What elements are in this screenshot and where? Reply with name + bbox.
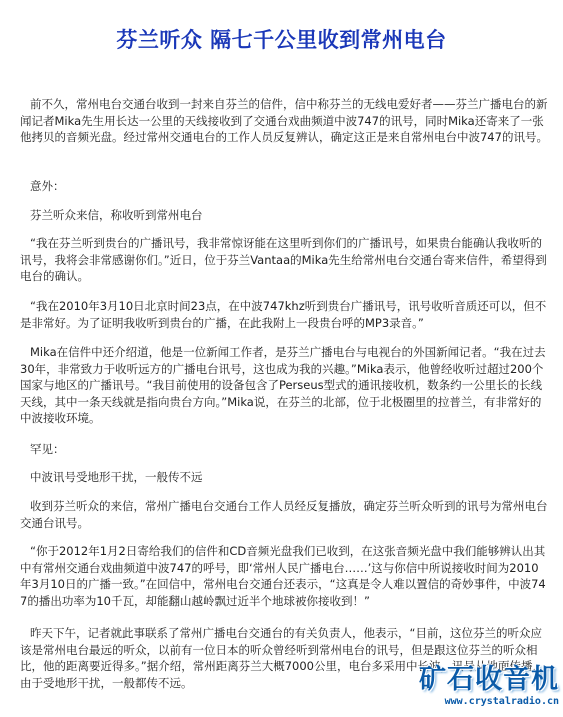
paragraph-mika-intro: Mika在信件中还介绍道，他是一位新闻工作者，是芬兰广播电台与电视台的外国新闻记者。“我在过去30年，非常致力于收听远方的广播电台讯号，这也成为我的兴趣。”Mika表示，他曾经收听过超过200个国家与地区的广播讯号。“我目前使用的设备包含了Perseus型式的通讯接收机，数条约一公里长的长线天线，其中一条天线就是指向贵台方向。”Mika说，在芬兰的北部，位于北极圈里的拉普兰，有非常好的中波接收环境。 [20,345,546,426]
watermark-title: 矿石收音机 [419,664,559,695]
site-watermark-logo [389,665,559,713]
section-subheading-letter: 芬兰听众来信，称收听到常州电台 [30,208,203,222]
paragraph-confirmation: 收到芬兰听众的来信，常州广播电台交通台工作人员经反复播放，确定芬兰听众听到的讯号为常州电台交通台讯号。 [20,499,548,530]
paragraph-intro: 前不久，常州电台交通台收到一封来自芬兰的信件，信中称芬兰的无线电爱好者——芬兰广播电台的新闻记者Mika先生用长达一公里的天线接收到了交通台戏曲频道中波747的讯号，同时Mika还寄来了一张他拷贝的音频光盘。经过常州交通电台的工作人员反复辨认，确定这正是来自常州电台中波747的讯号。 [20,97,548,145]
section-subheading-terrain: 中波讯号受地形干扰，一般传不远 [30,470,203,484]
paragraph-interview: 昨天下午，记者就此事联系了常州广播电台交通台的有关负责人，他表示，“目前，这位芬兰的听众应该是常州电台最远的听众，以前有一位日本的听众曾经听到常州电台的讯号，但是跟这位芬兰的听众相比，他的距离要近得多。”据介绍，常州距离芬兰大概7000公里，电台多采用中长波，讯号从地面传播，由于受地形干扰，一般都传不远。 [20,626,544,690]
article-title: 芬兰听众 隔七千公里收到常州电台 [116,28,447,52]
paragraph-reception-quote: “我在2010年3月10日北京时间23点，在中波747khz听到贵台广播讯号，讯号收听音质还可以，但不是非常好。为了证明我收听到贵台的广播，在此我附上一段贵台呼的MP3录音。” [20,299,547,330]
paragraph-letter-quote: “我在芬兰听到贵台的广播讯号，我非常惊讶能在这里听到你们的广播讯号，如果贵台能确认我收听的讯号，我将会非常感谢你们。”近日，位于芬兰Vantaa的Mika先生给常州电台交通台寄来信件，希望得到电台的确认。 [20,236,547,284]
section-heading-surprise: 意外： [30,179,65,193]
paragraph-reply-letter: “你于2012年1月2日寄给我们的信件和CD音频光盘我们已收到，在这张音频光盘中我们能够辨认出其中有常州交通台戏曲频道中波747的呼号，即‘常州人民广播电台……’这与你信中所说接收时间为2010年3月10日的广播一致。”在回信中，常州电台交通台还表示，“这真是令人难以置信的奇妙事件，中波747的播出功率为10千瓦，却能翻山越岭飘过近半个地球被你接收到！” [20,544,546,608]
section-heading-rare: 罕见： [30,442,65,456]
watermark-url: www.crystalradio.cn [444,696,559,707]
